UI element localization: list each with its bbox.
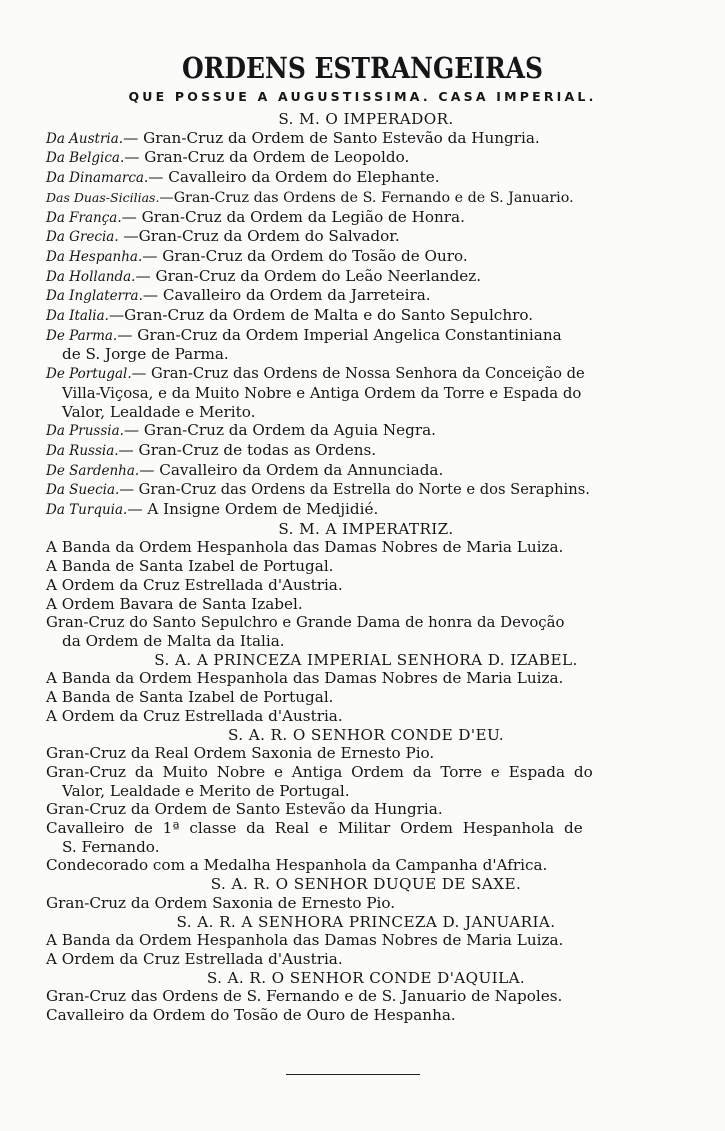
emperor-entry (46, 441, 686, 461)
emperor-entry (46, 129, 686, 149)
entry-country: Da França. (46, 209, 122, 226)
princeza-januaria-line: A Banda da Ordem Hespanhola das Damas Nobres de Maria Luiza. (46, 931, 564, 950)
conde-eu-line: Gran-Cruz da Muito Nobre e Antiga Ordem da Torre e Espada do (46, 762, 593, 781)
princess-line: A Ordem da Cruz Estrellada d'Austria. (46, 706, 343, 725)
entry-country: Da Hespanha. (46, 248, 143, 265)
emperor-entry (46, 208, 686, 228)
empress-line: A Banda de Santa Izabel de Portugal. (46, 557, 334, 576)
entry-country: Da Dinamarca. (46, 170, 149, 187)
emperor-entry (46, 421, 686, 441)
entry-text: — Gran-Cruz das Ordens da Estrella do Norte e dos Seraphins. (119, 481, 590, 499)
section-heading-princeza-januaria: S. A. R. A SENHORA PRINCEZA D. JANUARIA. (176, 912, 556, 931)
entry-country: Da Grecia. (46, 229, 119, 246)
emperor-entry (46, 286, 686, 306)
conde-eu-line: S. Fernando. (62, 837, 160, 856)
emperor-entry (46, 326, 686, 346)
section-heading-conde-eu: S. A. R. O SENHOR CONDE D'EU. (228, 725, 504, 744)
conde-eu-line: Valor, Lealdade e Merito de Portugal. (62, 781, 350, 800)
section-heading-empress: S. M. A IMPERATRIZ. (278, 519, 454, 538)
emperor-entry (46, 148, 686, 168)
emperor-entry (46, 227, 686, 247)
entry-text: — Gran-Cruz da Ordem Imperial Angelica Constantiniana (117, 325, 562, 344)
entry-text: — Gran-Cruz da Ordem do Leão Neerlandez. (135, 266, 482, 285)
section-heading-conde-aquila: S. A. R. O SENHOR CONDE D'AQUILA. (206, 968, 526, 987)
entry-text: — Gran-Cruz de todas as Ordens. (118, 440, 377, 459)
entry-text: —Gran-Cruz da Ordem de Malta e do Santo Sepulchro. (108, 306, 534, 325)
page-title: ORDENS ESTRANGEIRAS (181, 51, 544, 85)
empress-line: A Banda da Ordem Hespanhola das Damas Nobres de Maria Luiza. (46, 538, 564, 557)
emperor-entry (46, 480, 686, 500)
entry-country: De Sardenha. (46, 462, 140, 479)
section-heading-duque-saxe: S. A. R. O SENHOR DUQUE DE SAXE. (210, 875, 522, 894)
entry-text: — Cavalleiro da Ordem da Annunciada. (139, 460, 444, 479)
entry-continuation: de S. Jorge de Parma. (62, 345, 229, 364)
conde-eu-line: Condecorado com a Medalha Hespanhola da Campanha d'Africa. (46, 856, 548, 875)
princess-line: A Banda de Santa Izabel de Portugal. (46, 688, 334, 707)
entry-country: Da Inglaterra. (46, 288, 143, 305)
conde-eu-line: Gran-Cruz da Ordem de Santo Estevão da Hungria. (46, 800, 443, 819)
entry-country: Da Russia. (46, 442, 119, 459)
entry-text: — Gran-Cruz da Ordem de Santo Estevão da Hungria. (123, 128, 540, 147)
entry-text: — Gran-Cruz da Ordem de Leopoldo. (124, 148, 410, 167)
entry-text: —Gran-Cruz da Ordem do Salvador. (118, 227, 400, 246)
entry-country: Da Austria. (46, 130, 124, 147)
entry-country: Da Italia. (46, 308, 109, 325)
section-heading-emperor: S. M. O IMPERADOR. (278, 110, 454, 128)
empress-line: A Ordem da Cruz Estrellada d'Austria. (46, 575, 343, 594)
entry-country: Da Hollanda. (46, 268, 136, 285)
document-body (46, 110, 686, 1025)
entry-country: Da Prussia. (46, 423, 124, 440)
emperor-entry (46, 500, 686, 520)
emperor-entry (46, 267, 686, 287)
entry-country: Da Turquia. (46, 502, 128, 519)
closing-rule (286, 1074, 420, 1075)
entry-text: — Gran-Cruz da Ordem da Aguia Negra. (123, 421, 436, 440)
empress-line: A Ordem Bavara de Santa Izabel. (46, 594, 303, 613)
entry-text: — Cavalleiro da Ordem do Elephante. (148, 168, 440, 187)
entry-country: Da Belgica. (46, 150, 125, 167)
entry-country: Das Duas-Sicilias. (46, 189, 160, 205)
emperor-entry (46, 188, 686, 208)
duque-saxe-line: Gran-Cruz da Ordem Saxonia de Ernesto Pio. (46, 893, 396, 912)
princeza-januaria-line: A Ordem da Cruz Estrellada d'Austria. (46, 949, 343, 968)
emperor-entry (46, 168, 686, 188)
entry-text: —Gran-Cruz das Ordens de S. Fernando e de S. Januario. (159, 189, 574, 206)
page-subtitle: QUE POSSUE A AUGUSTISSIMA. CASA IMPERIAL. (128, 89, 597, 104)
princess-line: A Banda da Ordem Hespanhola das Damas Nobres de Maria Luiza. (46, 669, 564, 688)
entry-continuation: Villa-Viçosa, e da Muito Nobre e Antiga Ordem da Torre e Espada do (62, 383, 582, 402)
conde-aquila-line: Gran-Cruz das Ordens de S. Fernando e de S. Januario de Napoles. (46, 987, 563, 1006)
section-heading-princess: S. A. A PRINCEZA IMPERIAL SENHORA D. IZABEL. (154, 650, 578, 669)
entry-text: — Cavalleiro da Ordem da Jarreteira. (142, 286, 431, 305)
emperor-entry (46, 461, 686, 481)
entry-country: De Portugal. (46, 366, 132, 383)
entry-text: — Gran-Cruz das Ordens de Nossa Senhora da Conceição de (131, 365, 585, 383)
entry-continuation: Valor, Lealdade e Merito. (62, 402, 256, 421)
empress-line: da Ordem de Malta da Italia. (62, 631, 285, 650)
entry-text: — A Insigne Ordem de Medjidié. (127, 500, 379, 519)
entry-text: — Gran-Cruz da Ordem do Tosão de Ouro. (142, 246, 468, 265)
entry-country: De Parma. (46, 327, 118, 344)
conde-eu-line: Gran-Cruz da Real Ordem Saxonia de Ernesto Pio. (46, 744, 435, 763)
empress-line: Gran-Cruz do Santo Sepulchro e Grande Dama de honra da Devoção (46, 613, 565, 632)
conde-aquila-line: Cavalleiro da Ordem do Tosão de Ouro de Hespanha. (46, 1006, 456, 1025)
entry-text: — Gran-Cruz da Ordem da Legião de Honra. (121, 207, 465, 226)
conde-eu-line: Cavalleiro de 1ª classe da Real e Militar Ordem Hespanhola de (46, 819, 583, 838)
emperor-entry (46, 247, 686, 267)
entry-country: Da Suecia. (46, 482, 120, 499)
emperor-entry (46, 364, 686, 384)
emperor-entry (46, 306, 686, 326)
